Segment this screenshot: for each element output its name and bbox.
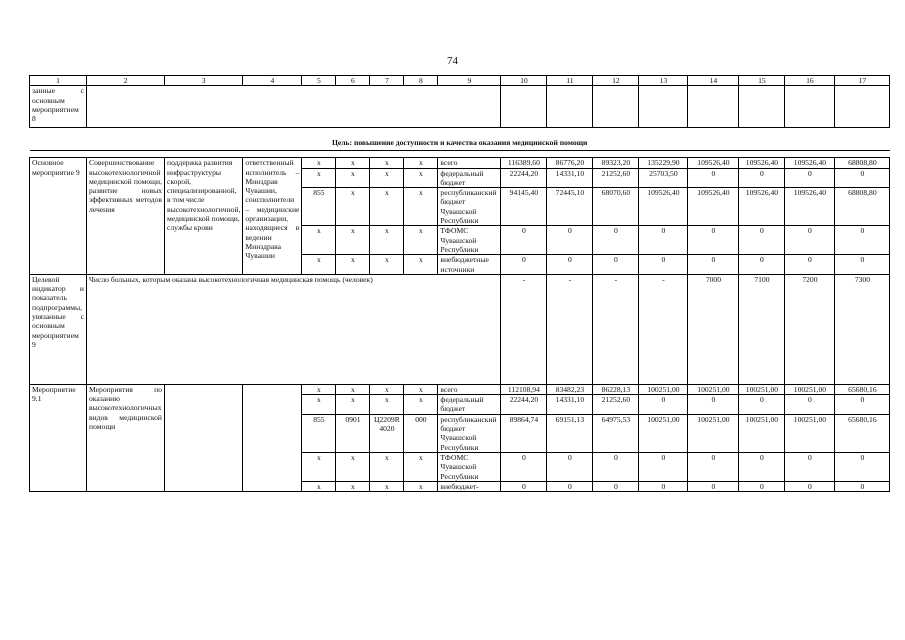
code-cell: x [370,384,404,394]
value-cell: 65680,16 [835,384,890,394]
header-cell: 12 [593,76,639,86]
target-indicator-text: Число больных, которым оказана высокотехнологичная медицинская помощь (человек) [87,274,501,384]
header-cell: 1 [30,76,87,86]
value-cell: 0 [688,452,739,481]
value-cell: 94145,40 [501,188,547,226]
source-cell: ТФОМС Чувашской Республики [438,452,501,481]
source-cell: внебюджетные источники [438,255,501,275]
source-cell: ТФОМС Чувашской Республики [438,226,501,255]
header-cell: 9 [438,76,501,86]
code-cell: x [336,158,370,168]
value-cell: 0 [688,168,739,188]
code-cell: 855 [302,188,336,226]
value-cell: 68808,80 [835,188,890,226]
value-cell: 0 [501,481,547,491]
header-cell: 16 [785,76,835,86]
code-cell: x [336,452,370,481]
source-cell: республиканский бюджет Чувашской Республики [438,188,501,226]
value-cell: 69151,13 [547,414,593,452]
value-cell: 100251,00 [688,384,739,394]
value-cell: 14331,10 [547,168,593,188]
value-cell: 112108,94 [501,384,547,394]
activity-9-name: Совершенствование высокотехнологичной медицинской помощи, развитие новых эффективных методов лечения [87,158,165,275]
value-cell: 0 [785,481,835,491]
value-cell: 0 [593,226,639,255]
value-cell: 109526,40 [739,188,785,226]
value-cell: 22244,20 [501,395,547,415]
header-cell: 8 [404,76,438,86]
value-cell: 0 [835,226,890,255]
code-cell: x [370,255,404,275]
code-cell: x [336,255,370,275]
value-cell: 83482,23 [547,384,593,394]
page-number: 74 [447,55,458,67]
value-cell: 25703,50 [639,168,688,188]
value-cell: 86776,20 [547,158,593,168]
value-cell: 0 [547,255,593,275]
source-cell: федеральный бюджет [438,395,501,415]
header-cell: 7 [370,76,404,86]
header-cell: 3 [165,76,243,86]
value-cell: 109526,40 [639,188,688,226]
value-cell: 100251,00 [739,414,785,452]
value-cell: 0 [639,226,688,255]
code-cell: Ц2209R4020 [370,414,404,452]
value-cell: 0 [739,168,785,188]
code-cell: x [336,481,370,491]
value-cell: 68070,60 [593,188,639,226]
value-cell: 135229,90 [639,158,688,168]
source-cell: всего [438,384,501,394]
target-indicator-label: Целевой индикатор и показатель подпрограммы, увязанные с основным мероприятием 9 [30,274,87,384]
code-cell: x [336,384,370,394]
value-cell: - [501,274,547,384]
code-cell: x [370,395,404,415]
header-cell: 10 [501,76,547,86]
value-cell: 0 [639,255,688,275]
code-cell: x [404,226,438,255]
source-cell: всего [438,158,501,168]
value-cell: 0 [639,481,688,491]
prev-block-row [30,86,890,128]
activity-9-1-name: Мероприятия по оказанию высокотехнологичных видов медицинской помощи [87,384,165,491]
code-cell: x [370,168,404,188]
value-cell: 0 [547,452,593,481]
code-cell: x [336,226,370,255]
header-cell: 5 [302,76,336,86]
table-row [30,384,890,394]
program-table [29,75,890,492]
value-cell: 0 [835,255,890,275]
value-cell: 65680,16 [835,414,890,452]
code-cell: x [336,188,370,226]
value-cell: 0 [639,395,688,415]
value-cell: 22244,20 [501,168,547,188]
code-cell: x [336,168,370,188]
value-cell: 0 [593,452,639,481]
value-cell: 0 [785,255,835,275]
code-cell: x [302,395,336,415]
value-cell: 68808,80 [835,158,890,168]
header-cell: 17 [835,76,890,86]
code-cell: x [370,188,404,226]
activity-9-task: поддержка развития инфраструктуры скорой, специализированной, в том числе высокотехнологичной, медицинской помощи, службы крови [165,158,243,275]
value-cell: 14331,10 [547,395,593,415]
value-cell: 0 [501,226,547,255]
value-cell: 0 [501,255,547,275]
value-cell: 0 [785,452,835,481]
code-cell: x [404,452,438,481]
value-cell: 109526,40 [688,188,739,226]
value-cell: 0 [639,452,688,481]
goal-title: Цель: повышение доступности и качества оказания медицинской помощи [30,128,890,151]
value-cell: 100251,00 [688,414,739,452]
value-cell: 89323,20 [593,158,639,168]
value-cell: 109526,40 [785,158,835,168]
code-cell: x [404,188,438,226]
header-cell: 4 [243,76,302,86]
code-cell: x [370,481,404,491]
value-cell: 0 [739,481,785,491]
target-indicator-row [30,274,890,384]
value-cell: 109526,40 [688,158,739,168]
value-cell: - [593,274,639,384]
header-cell: 6 [336,76,370,86]
code-cell: x [302,481,336,491]
header-row [30,76,890,86]
value-cell: 89864,74 [501,414,547,452]
code-cell: 855 [302,414,336,452]
value-cell: 21252,60 [593,168,639,188]
value-cell: 7100 [739,274,785,384]
value-cell: 0 [835,168,890,188]
code-cell: x [302,384,336,394]
value-cell: 0 [688,395,739,415]
goal-row [30,128,890,151]
value-cell: - [547,274,593,384]
code-cell: x [302,168,336,188]
code-cell: x [404,395,438,415]
value-cell: 64975,53 [593,414,639,452]
code-cell: 0901 [336,414,370,452]
prev-block-label: занные с основным мероприятием 8 [30,86,87,128]
code-cell: x [302,452,336,481]
value-cell: 0 [785,395,835,415]
header-cell: 14 [688,76,739,86]
code-cell: x [336,395,370,415]
value-cell: 0 [739,226,785,255]
value-cell: 100251,00 [639,414,688,452]
value-cell: 0 [688,481,739,491]
value-cell: 0 [835,481,890,491]
source-cell: республиканский бюджет Чувашской Республики [438,414,501,452]
header-cell: 11 [547,76,593,86]
header-cell: 2 [87,76,165,86]
value-cell: 86228,13 [593,384,639,394]
code-cell: x [404,158,438,168]
value-cell: 7200 [785,274,835,384]
value-cell: 109526,40 [739,158,785,168]
header-cell: 13 [639,76,688,86]
code-cell: x [404,255,438,275]
table-row [30,158,890,168]
value-cell: 0 [835,395,890,415]
value-cell: 100251,00 [739,384,785,394]
code-cell: x [404,168,438,188]
value-cell: 0 [739,255,785,275]
value-cell: 7300 [835,274,890,384]
value-cell: 21252,60 [593,395,639,415]
source-cell: внебюджет- [438,481,501,491]
value-cell: 109526,40 [785,188,835,226]
value-cell: 0 [593,481,639,491]
value-cell: - [639,274,688,384]
value-cell: 0 [593,255,639,275]
value-cell: 100251,00 [785,384,835,394]
code-cell: x [302,255,336,275]
value-cell: 72445,10 [547,188,593,226]
code-cell: x [302,226,336,255]
value-cell: 0 [547,481,593,491]
activity-9-title: Основное мероприятие 9 [30,158,87,275]
value-cell: 0 [501,452,547,481]
value-cell: 0 [739,452,785,481]
value-cell: 116389,60 [501,158,547,168]
value-cell: 0 [688,255,739,275]
value-cell: 0 [835,452,890,481]
value-cell: 100251,00 [785,414,835,452]
header-cell: 15 [739,76,785,86]
value-cell: 0 [785,226,835,255]
activity-9-1-title: Мероприятие 9.1 [30,384,87,491]
code-cell: x [370,158,404,168]
value-cell: 0 [739,395,785,415]
code-cell: x [302,158,336,168]
value-cell: 100251,00 [639,384,688,394]
activity-9-executor: ответственный исполнитель – Минздрав Чувашии, соисполнители – медицинские организации, находящиеся в ведении Минздрава Чувашии [243,158,302,275]
code-cell: x [370,226,404,255]
code-cell: x [404,481,438,491]
code-cell: x [404,384,438,394]
value-cell: 0 [547,226,593,255]
value-cell: 0 [785,168,835,188]
code-cell: x [370,452,404,481]
value-cell: 0 [688,226,739,255]
source-cell: федеральный бюджет [438,168,501,188]
value-cell: 7000 [688,274,739,384]
code-cell: 000 [404,414,438,452]
